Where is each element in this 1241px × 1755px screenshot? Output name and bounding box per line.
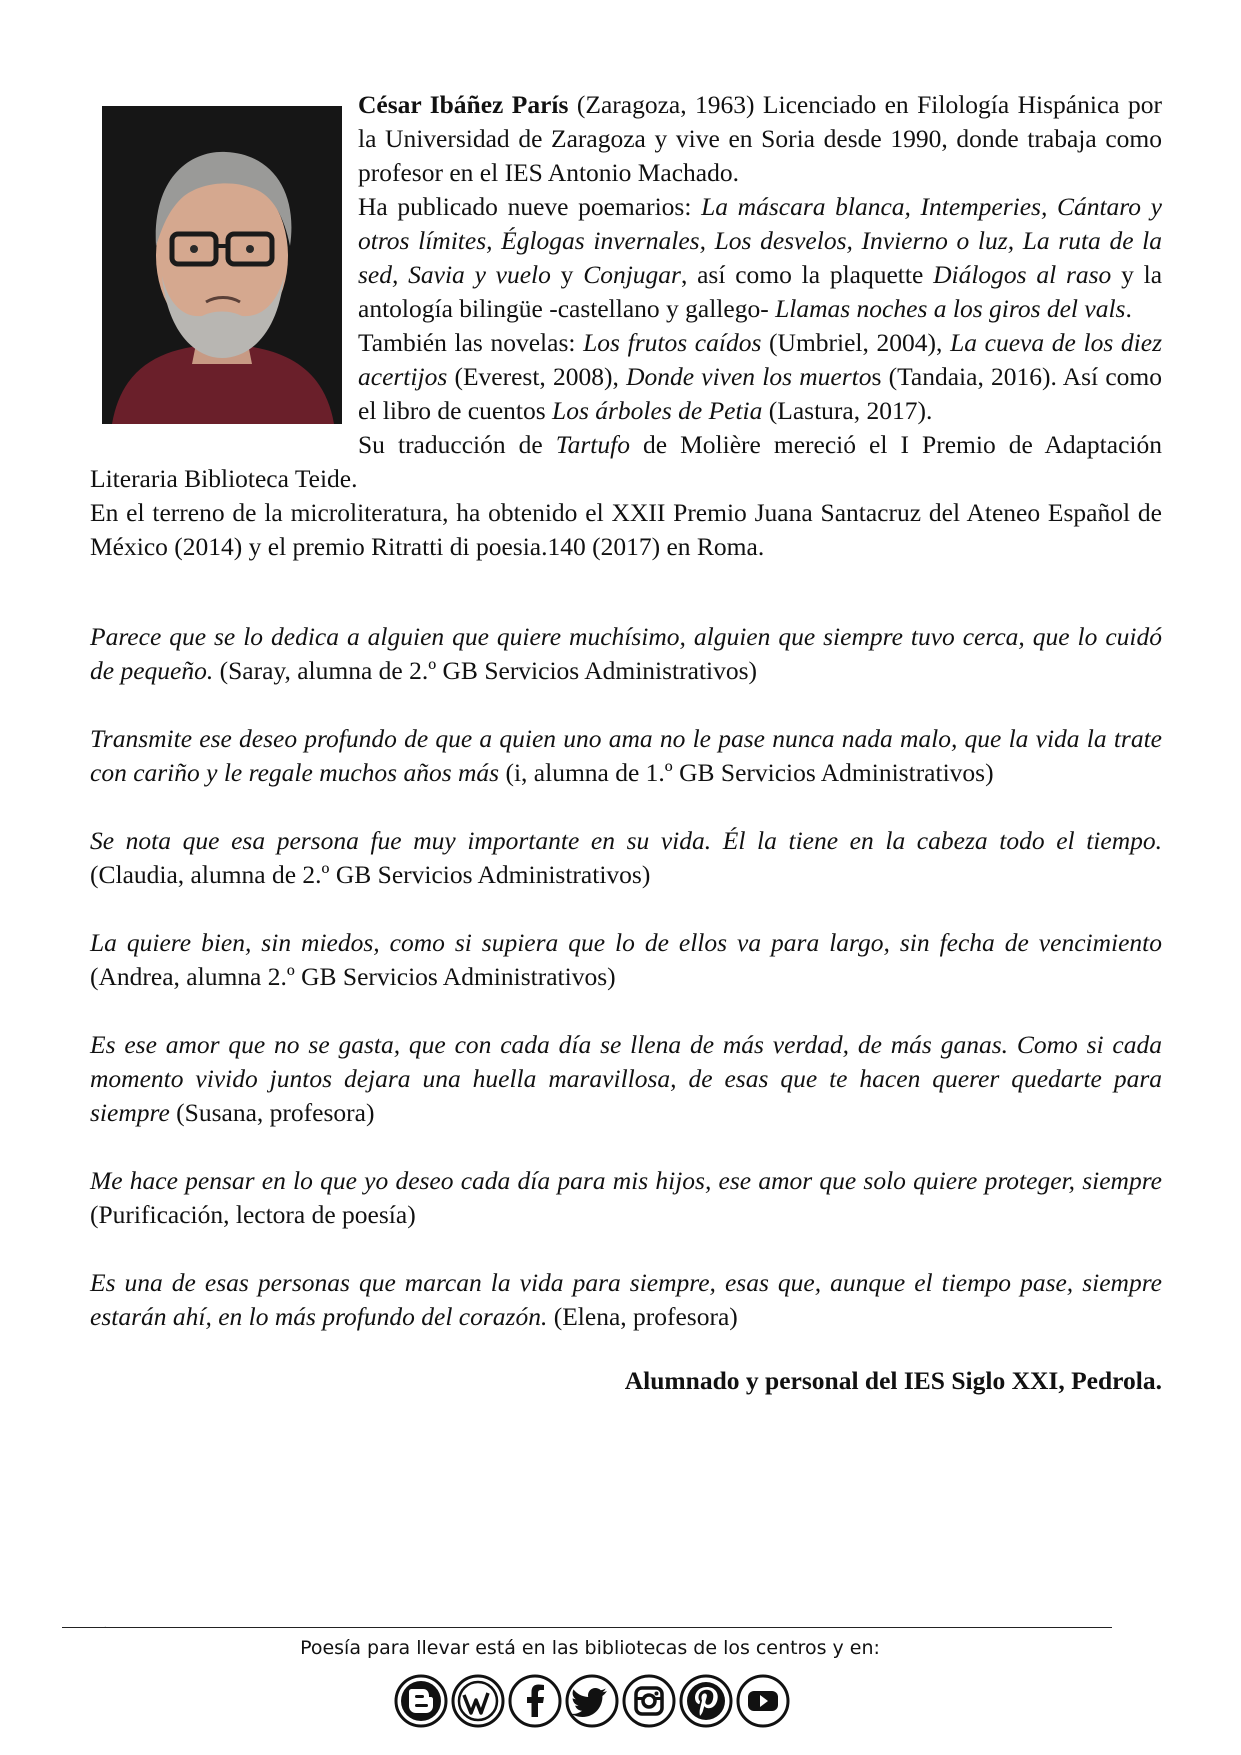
pinterest-icon[interactable] [678, 1673, 734, 1729]
wordpress-icon[interactable] [450, 1673, 506, 1729]
facebook-icon[interactable] [507, 1673, 563, 1729]
quote-item: Es una de esas personas que marcan la vida para siempre, esas que, aunque el tiempo pase, siempre estarán ahí, en lo más profundo del corazón. (Elena, profesora) [90, 1268, 1162, 1331]
bio-paragraph-5: En el terreno de la microliteratura, ha obtenido el XXII Premio Juana Santacruz del Ateneo Español de México (2014) y el premio Ritratti di poesia.140 (2017) en Roma. [90, 498, 1162, 561]
twitter-icon[interactable] [564, 1673, 620, 1729]
signature: Alumnado y personal del IES Siglo XXI, Pedrola. [624, 1366, 1162, 1395]
bio-paragraph-2: Ha publicado nueve poemarios: La máscara blanca, Intemperies, Cántaro y otros límites, Églogas invernales, Los desvelos, Invierno o luz, La ruta de la sed, Savia y vuelo y Conjugar, así como la plaquette Diálogos al raso y la antología bilingüe -castellano y gallego- Llamas noches a los giros del vals. [358, 192, 1163, 323]
footer-text: Poesía para llevar está en las bibliotecas de los centros y en: [300, 1637, 880, 1659]
social-icons [393, 1673, 791, 1731]
quote-item: Me hace pensar en lo que yo deseo cada día para mis hijos, ese amor que solo quiere proteger, siempre (Purificación, lectora de poesía) [90, 1166, 1162, 1229]
quote-item: Se nota que esa persona fue muy importante en su vida. Él la tiene en la cabeza todo el tiempo. (Claudia, alumna de 2.º GB Servicios Administrativos) [90, 826, 1162, 889]
quote-item: Transmite ese deseo profundo de que a quien uno ama no le pase nunca nada malo, que la vida la trate con cariño y le regale muchos años más (i, alumna de 1.º GB Servicios Administrativos) [90, 724, 1162, 787]
instagram-icon[interactable] [621, 1673, 677, 1729]
reader-quotes [90, 620, 1162, 1334]
author-portrait-image [102, 106, 342, 424]
footer-dot: . [104, 1620, 107, 1631]
document-page [90, 88, 1162, 1396]
footer-divider [62, 1627, 1112, 1628]
youtube-icon[interactable] [735, 1673, 791, 1729]
blogger-icon[interactable] [393, 1673, 449, 1729]
bio-paragraph-1: César Ibáñez París (Zaragoza, 1963) Licenciado en Filología Hispánica por la Universidad de Zaragoza y vive en Soria desde 1990, donde trabaja como profesor en el IES Antonio Machado. [358, 90, 1162, 187]
author-name: César Ibáñez París [358, 90, 569, 119]
quote-item: Es ese amor que no se gasta, que con cada día se llena de más verdad, de más ganas. Como si cada momento vivido juntos dejara una huella maravillosa, de esas que te hacen querer quedarte para siempre (Susana, profesora) [90, 1030, 1162, 1127]
quote-item: Parece que se lo dedica a alguien que quiere muchísimo, alguien que siempre tuvo cerca, que lo cuidó de pequeño. (Saray, alumna de 2.º GB Servicios Administrativos) [90, 622, 1162, 685]
author-bio [90, 88, 1162, 564]
quote-item: La quiere bien, sin miedos, como si supiera que lo de ellos va para largo, sin fecha de vencimiento (Andrea, alumna 2.º GB Servicios Administrativos) [90, 928, 1162, 991]
author-photo [102, 106, 342, 424]
bio-paragraph-3: También las novelas: Los frutos caídos (Umbriel, 2004), La cueva de los diez acertijos (Everest, 2008), Donde viven los muertos (Tandaia, 2016). Así como el libro de cuentos Los árboles de Petia (Lastura, 2017). [358, 328, 1162, 425]
bio-paragraph-4: Su traducción de Tartufo de Molière mereció el I Premio de Adaptación Literaria Biblioteca Teide. [90, 430, 1162, 493]
